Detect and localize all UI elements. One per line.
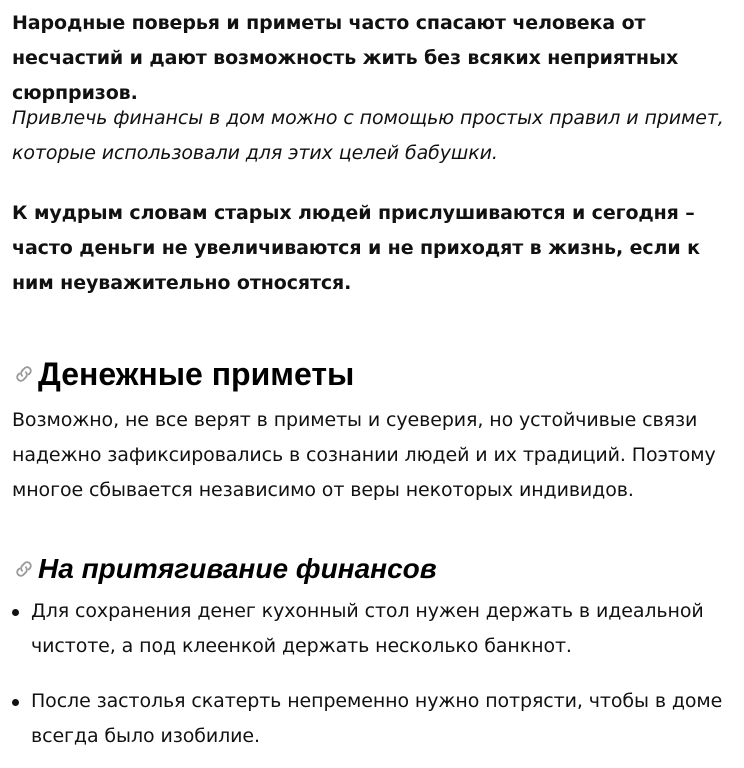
- list-item-text: После застолья скатерть непременно нужно потрясти, чтобы в доме всегда было изобилие.: [31, 690, 723, 747]
- link-icon[interactable]: [12, 557, 36, 581]
- intro-paragraph-2: Привлечь финансы в дом можно с помощью простых правил и примет, которые использовали для этих целей бабушки.: [12, 107, 724, 164]
- section-paragraph: Возможно, не все верят в приметы и суеверия, но устойчивые связи надежно зафиксировались в сознании людей и их традиций. Поэтому многое сбывается независимо от веры некоторых индивидов.: [12, 409, 716, 501]
- bullet-list: [12, 594, 734, 754]
- section-heading: Денежные приметы: [38, 356, 355, 392]
- bullet-dot: [12, 609, 19, 616]
- subsection-heading: На притягивание финансов: [38, 553, 437, 584]
- section-heading-row: [12, 354, 354, 394]
- list-item-text: Для сохранения денег кухонный стол нужен держать в идеальной чистоте, а под клеенкой держать несколько банкнот.: [31, 600, 704, 657]
- list-item: [12, 684, 734, 754]
- intro-paragraph-3: К мудрым словам старых людей прислушиваются и сегодня – часто деньги не увеличиваются и не приходят в жизнь, если к ним неуважительно относятся.: [12, 202, 700, 294]
- intro-paragraph-1: Народные поверья и приметы часто спасают человека от несчастий и дают возможность жить без всяких неприятных сюрпризов.: [12, 12, 679, 104]
- list-item: [12, 594, 734, 664]
- link-icon[interactable]: [12, 362, 36, 386]
- subsection-heading-row: [12, 551, 437, 587]
- bullet-dot: [12, 699, 19, 706]
